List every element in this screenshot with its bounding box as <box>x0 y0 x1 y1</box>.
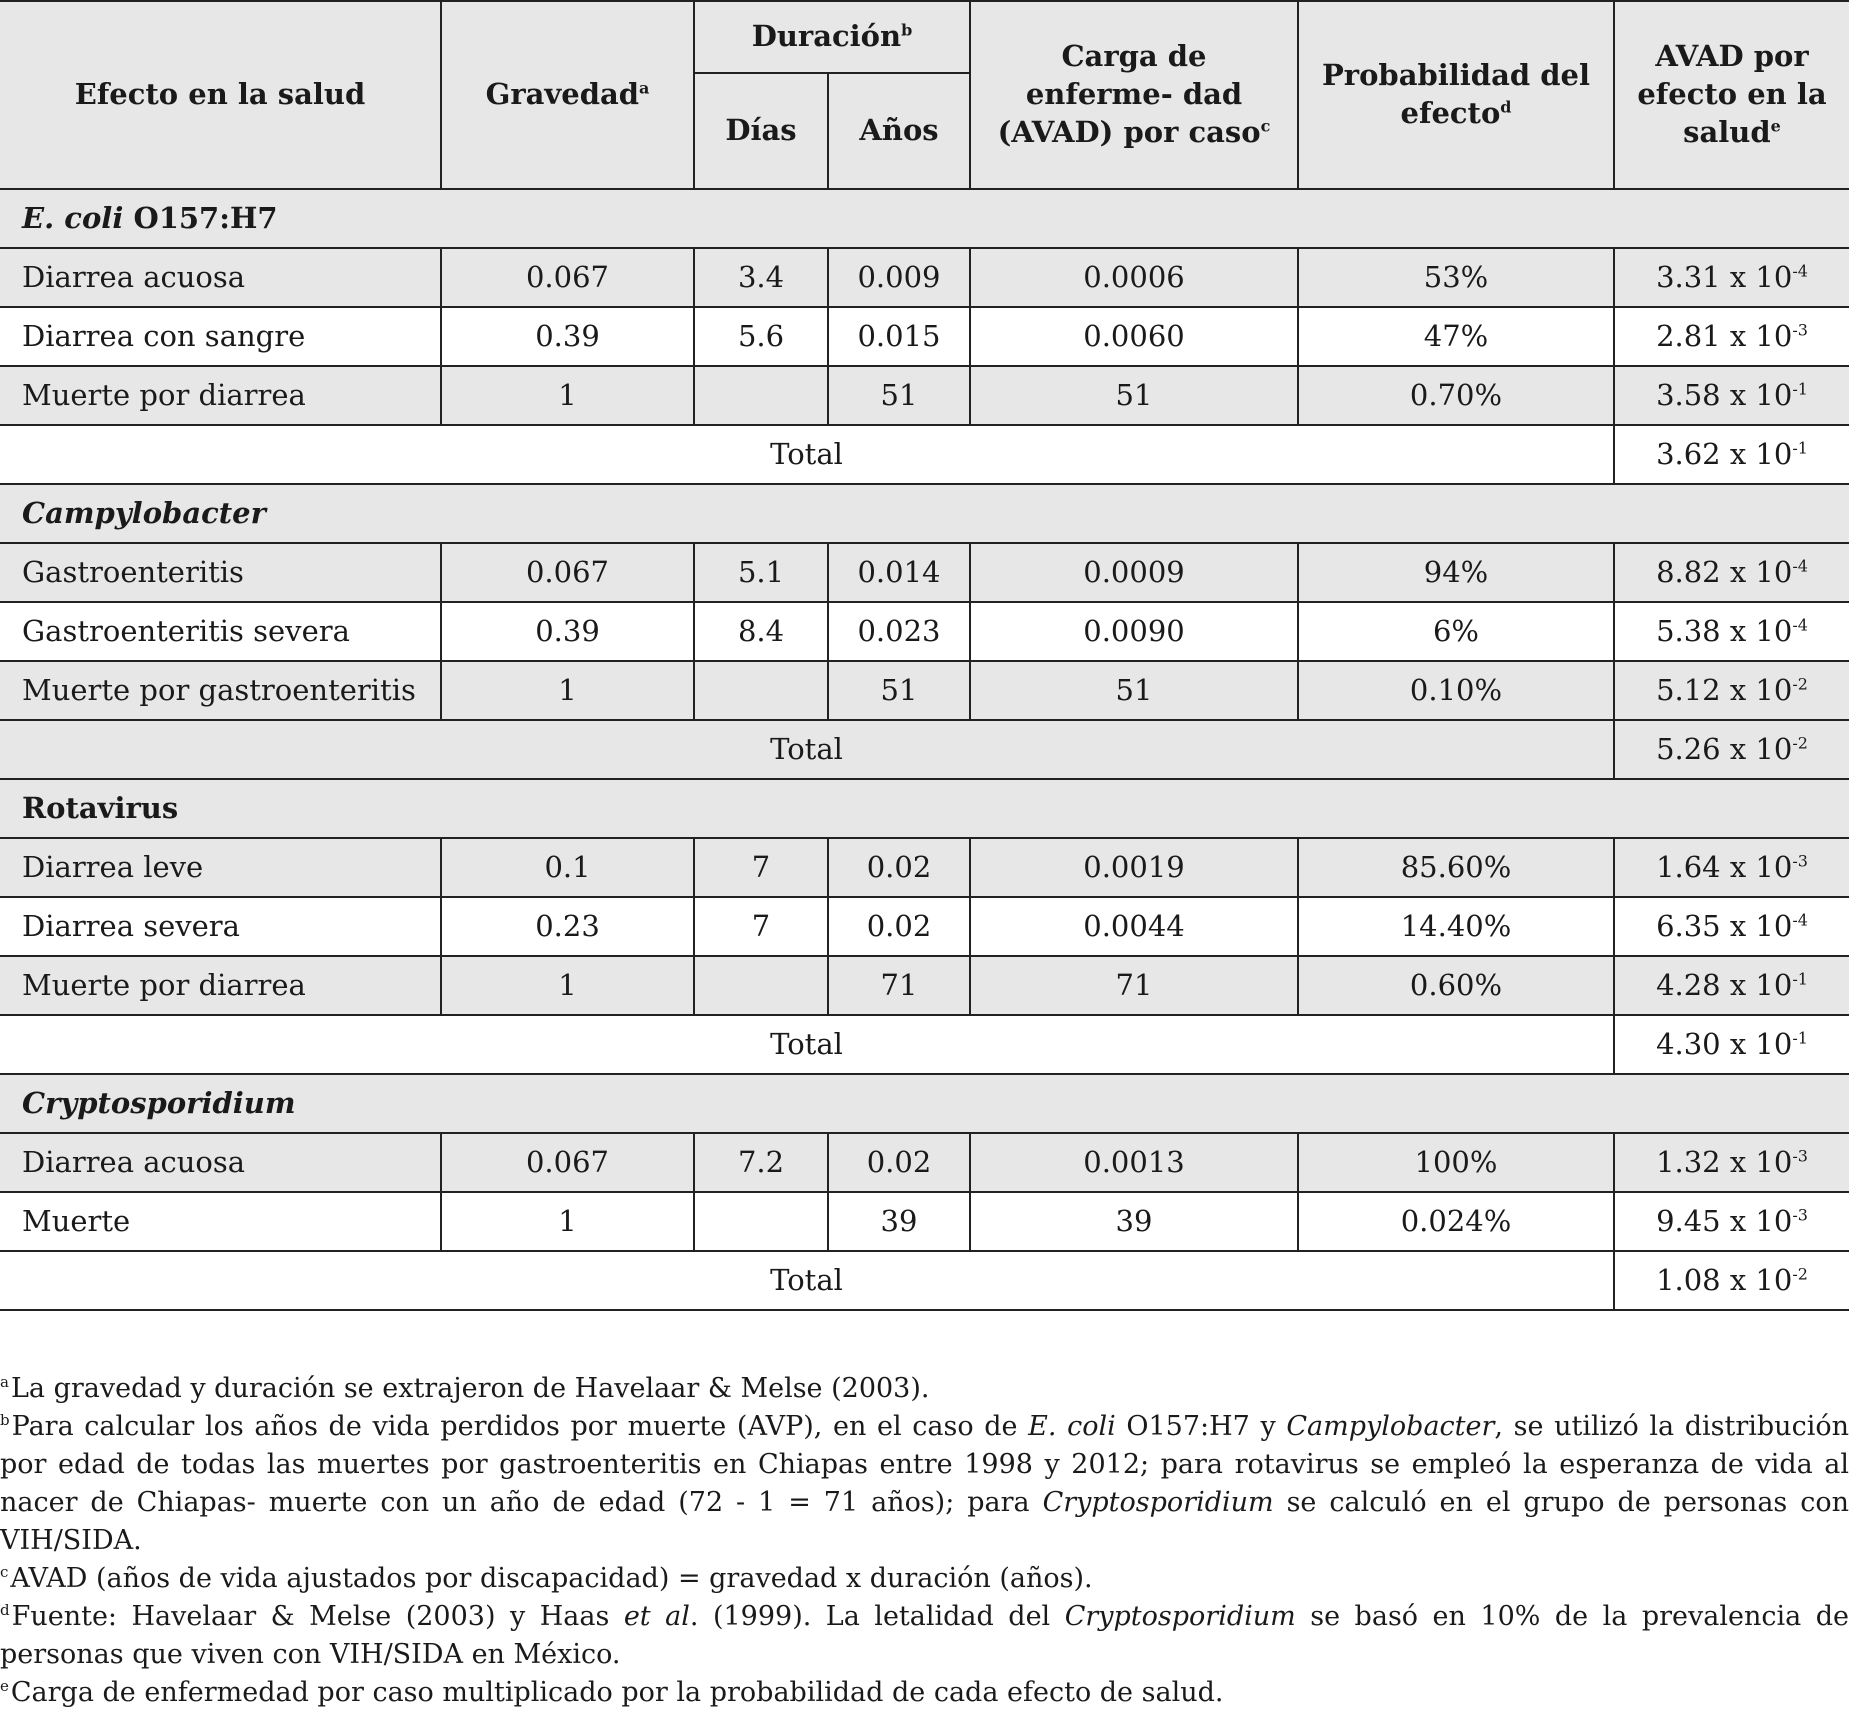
total-value: 3.62 x $10^{-1}$ <box>1614 425 1849 484</box>
table-row <box>0 661 1849 720</box>
cell-years: 0.014 <box>828 543 970 602</box>
cell-effect: Muerte <box>0 1192 441 1251</box>
total-row <box>0 425 1849 484</box>
cell-burden: 51 <box>970 661 1298 720</box>
cell-years: 71 <box>828 956 970 1015</box>
header-burden: Carga de enferme- dad (AVAD) por caso$^c$ <box>970 1 1298 189</box>
footnote-a: $^a$La gravedad y duración se extrajeron de Havelaar & Melse (2003). <box>0 1373 930 1404</box>
footnote-e: $^e$Carga de enfermedad por caso multiplicado por la probabilidad de cada efecto de salud. <box>0 1677 1224 1708</box>
header-days: Días <box>694 73 828 189</box>
total-row <box>0 720 1849 779</box>
cell-probability: 85.60% <box>1298 838 1614 897</box>
table-row <box>0 897 1849 956</box>
cell-probability: 53% <box>1298 248 1614 307</box>
group-name: Rotavirus <box>0 779 1849 838</box>
group-header-row <box>0 484 1849 543</box>
cell-days: 3.4 <box>694 248 828 307</box>
cell-severity: 1 <box>441 661 694 720</box>
cell-years: 0.015 <box>828 307 970 366</box>
table-row <box>0 956 1849 1015</box>
cell-days <box>694 661 828 720</box>
cell-effect: Diarrea severa <box>0 897 441 956</box>
cell-severity: 0.39 <box>441 307 694 366</box>
cell-probability: 0.70% <box>1298 366 1614 425</box>
total-label: Total <box>0 425 1614 484</box>
header-probability: Probabilidad del efecto$^d$ <box>1298 1 1614 189</box>
header-effect: Efecto en la salud <box>0 1 441 189</box>
cell-avad: 3.31 x $10^{-4}$ <box>1614 248 1849 307</box>
cell-severity: 0.39 <box>441 602 694 661</box>
footnote-c: $^c$AVAD (años de vida ajustados por discapacidad) = gravedad x duración (años). <box>0 1563 1093 1594</box>
cell-avad: 2.81 x $10^{-3}$ <box>1614 307 1849 366</box>
cell-burden: 39 <box>970 1192 1298 1251</box>
footnote-d: $^d$Fuente: Havelaar & Melse (2003) y Haas et al. (1999). La letalidad del Cryptosporidium se basó en 10% de la prevalencia de personas que viven con VIH/SIDA en México. <box>0 1601 1849 1670</box>
total-value: 5.26 x $10^{-2}$ <box>1614 720 1849 779</box>
cell-days <box>694 956 828 1015</box>
cell-severity: 0.1 <box>441 838 694 897</box>
table-row <box>0 1133 1849 1192</box>
cell-severity: 0.067 <box>441 543 694 602</box>
cell-probability: 6% <box>1298 602 1614 661</box>
cell-avad: 9.45 x $10^{-3}$ <box>1614 1192 1849 1251</box>
cell-days: 8.4 <box>694 602 828 661</box>
cell-effect: Muerte por diarrea <box>0 366 441 425</box>
cell-probability: 0.60% <box>1298 956 1614 1015</box>
total-value: 4.30 x $10^{-1}$ <box>1614 1015 1849 1074</box>
cell-years: 0.02 <box>828 1133 970 1192</box>
cell-days: 7 <box>694 897 828 956</box>
cell-years: 51 <box>828 661 970 720</box>
cell-avad: 6.35 x $10^{-4}$ <box>1614 897 1849 956</box>
cell-burden: 0.0044 <box>970 897 1298 956</box>
cell-effect: Muerte por diarrea <box>0 956 441 1015</box>
cell-avad: 8.82 x $10^{-4}$ <box>1614 543 1849 602</box>
cell-days: 7 <box>694 838 828 897</box>
cell-probability: 0.10% <box>1298 661 1614 720</box>
cell-years: 0.02 <box>828 838 970 897</box>
cell-effect: Diarrea acuosa <box>0 1133 441 1192</box>
group-header-row <box>0 1074 1849 1133</box>
cell-burden: 51 <box>970 366 1298 425</box>
cell-probability: 100% <box>1298 1133 1614 1192</box>
cell-days: 5.6 <box>694 307 828 366</box>
cell-burden: 71 <box>970 956 1298 1015</box>
table-row <box>0 307 1849 366</box>
cell-years: 0.009 <box>828 248 970 307</box>
cell-days: 5.1 <box>694 543 828 602</box>
total-label: Total <box>0 1015 1614 1074</box>
cell-probability: 94% <box>1298 543 1614 602</box>
cell-burden: 0.0013 <box>970 1133 1298 1192</box>
cell-burden: 0.0006 <box>970 248 1298 307</box>
cell-days: 7.2 <box>694 1133 828 1192</box>
group-header-row <box>0 779 1849 838</box>
cell-severity: 1 <box>441 366 694 425</box>
table-row <box>0 366 1849 425</box>
table-row <box>0 248 1849 307</box>
total-row <box>0 1015 1849 1074</box>
cell-avad: 4.28 x $10^{-1}$ <box>1614 956 1849 1015</box>
cell-burden: 0.0090 <box>970 602 1298 661</box>
cell-avad: 3.58 x $10^{-1}$ <box>1614 366 1849 425</box>
total-label: Total <box>0 720 1614 779</box>
cell-avad: 1.32 x $10^{-3}$ <box>1614 1133 1849 1192</box>
cell-probability: 0.024% <box>1298 1192 1614 1251</box>
cell-effect: Diarrea acuosa <box>0 248 441 307</box>
header-avad: AVAD por efecto en la salud$^e$ <box>1614 1 1849 189</box>
cell-probability: 14.40% <box>1298 897 1614 956</box>
cell-effect: Gastroenteritis <box>0 543 441 602</box>
cell-severity: 0.067 <box>441 248 694 307</box>
cell-severity: 0.23 <box>441 897 694 956</box>
group-name: E. coli O157:H7 <box>0 189 1849 248</box>
cell-years: 51 <box>828 366 970 425</box>
table-row <box>0 838 1849 897</box>
cell-effect: Diarrea leve <box>0 838 441 897</box>
table-row <box>0 1192 1849 1251</box>
table-row <box>0 602 1849 661</box>
cell-years: 0.023 <box>828 602 970 661</box>
cell-avad: 5.38 x $10^{-4}$ <box>1614 602 1849 661</box>
header-duration: Duración$^b$ <box>694 1 970 73</box>
cell-effect: Diarrea con sangre <box>0 307 441 366</box>
cell-effect: Gastroenteritis severa <box>0 602 441 661</box>
total-label: Total <box>0 1251 1614 1310</box>
cell-avad: 5.12 x $10^{-2}$ <box>1614 661 1849 720</box>
total-value: 1.08 x $10^{-2}$ <box>1614 1251 1849 1310</box>
group-name: Cryptosporidium <box>0 1074 1849 1133</box>
cell-days <box>694 366 828 425</box>
footnote-b: $^b$Para calcular los años de vida perdidos por muerte (AVP), en el caso de E. coli O157:H7 y Campylobacter, se utilizó la distribución por edad de todas las muertes por gastroenteritis en Chiapas entre 1998 y 2012; para rotavirus se empleó la esperanza de vida al nacer de Chiapas- muerte con un año de edad (72 - 1 = 71 años); para Cryptosporidium se calculó en el grupo de personas con VIH/SIDA. <box>0 1411 1849 1556</box>
cell-avad: 1.64 x $10^{-3}$ <box>1614 838 1849 897</box>
cell-burden: 0.0060 <box>970 307 1298 366</box>
header-years: Años <box>828 73 970 189</box>
cell-burden: 0.0009 <box>970 543 1298 602</box>
cell-severity: 0.067 <box>441 1133 694 1192</box>
cell-probability: 47% <box>1298 307 1614 366</box>
cell-effect: Muerte por gastroenteritis <box>0 661 441 720</box>
total-row <box>0 1251 1849 1310</box>
group-header-row <box>0 189 1849 248</box>
header-severity: Gravedad$^a$ <box>441 1 694 189</box>
cell-days <box>694 1192 828 1251</box>
cell-burden: 0.0019 <box>970 838 1298 897</box>
cell-severity: 1 <box>441 1192 694 1251</box>
group-name: Campylobacter <box>0 484 1849 543</box>
footnotes <box>0 1370 1849 1712</box>
table-row <box>0 543 1849 602</box>
cell-years: 39 <box>828 1192 970 1251</box>
cell-severity: 1 <box>441 956 694 1015</box>
cell-years: 0.02 <box>828 897 970 956</box>
